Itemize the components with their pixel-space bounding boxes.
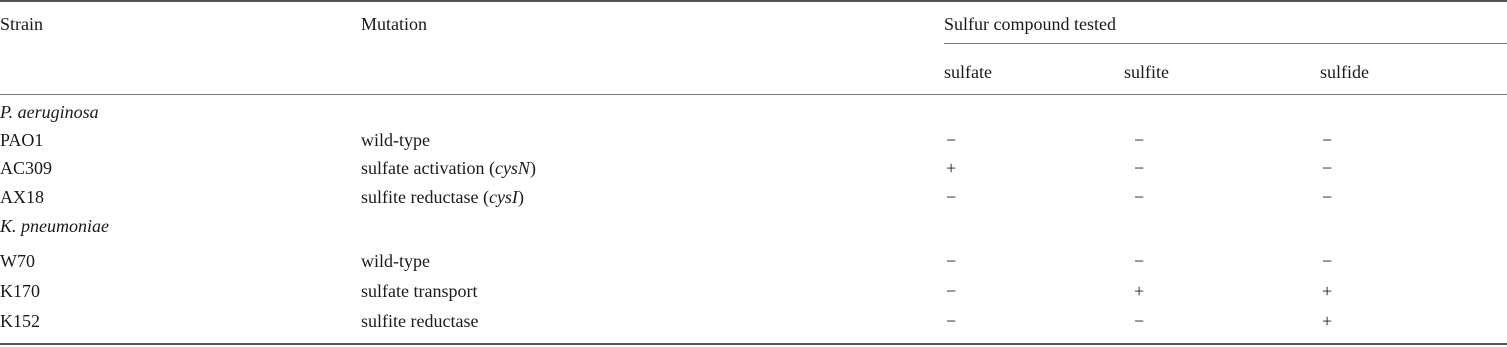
sulfate-result: − (946, 281, 957, 301)
mutation-cell: wild-type (361, 130, 430, 150)
strain-cell: AC309 (0, 158, 53, 178)
header-sulfide: sulfide (1320, 62, 1369, 82)
header-sulfate: sulfate (944, 62, 992, 82)
sulfide-result: − (1322, 251, 1333, 271)
header-strain: Strain (0, 14, 43, 34)
mutation-cell: sulfite reductase (cysI) (361, 187, 524, 207)
sulfide-result: − (1322, 130, 1333, 150)
table-top-rule (0, 0, 1507, 2)
strain-cell: K170 (0, 281, 40, 301)
strain-cell: AX18 (0, 187, 44, 207)
strain-cell: W70 (0, 251, 35, 271)
mutation-cell: wild-type (361, 251, 430, 271)
header-group-rule (944, 43, 1507, 44)
sulfite-result: − (1134, 187, 1145, 207)
gene-name: cysN (494, 158, 530, 178)
sulfate-result: + (946, 158, 957, 178)
sulfite-result: − (1134, 251, 1145, 271)
gene-name: cysI (488, 187, 518, 207)
mutation-cell: sulfate activation (cysN) (361, 158, 536, 178)
sulfide-result: − (1322, 187, 1333, 207)
sulfate-result: − (946, 187, 957, 207)
sulfate-result: − (946, 251, 957, 271)
sulfide-result: + (1322, 311, 1333, 331)
sulfite-result: + (1134, 281, 1145, 301)
sulfide-result: − (1322, 158, 1333, 178)
mutation-cell: sulfate transport (361, 281, 478, 301)
group-label-k-pneumoniae: K. pneumoniae (0, 216, 109, 236)
sulfide-result: + (1322, 281, 1333, 301)
sulfite-result: − (1134, 311, 1145, 331)
group-label-p-aeruginosa: P. aeruginosa (0, 102, 99, 122)
sulfite-result: − (1134, 158, 1145, 178)
mutation-cell: sulfite reductase (361, 311, 479, 331)
strain-cell: PAO1 (0, 130, 44, 150)
sulfate-result: − (946, 311, 957, 331)
table-bottom-rule (0, 343, 1507, 345)
sulfate-result: − (946, 130, 957, 150)
header-sulfite: sulfite (1124, 62, 1169, 82)
sulfite-result: − (1134, 130, 1145, 150)
strain-cell: K152 (0, 311, 40, 331)
header-sulfur-compound: Sulfur compound tested (944, 14, 1116, 34)
header-mutation: Mutation (361, 14, 427, 34)
table-header-rule (0, 94, 1507, 95)
